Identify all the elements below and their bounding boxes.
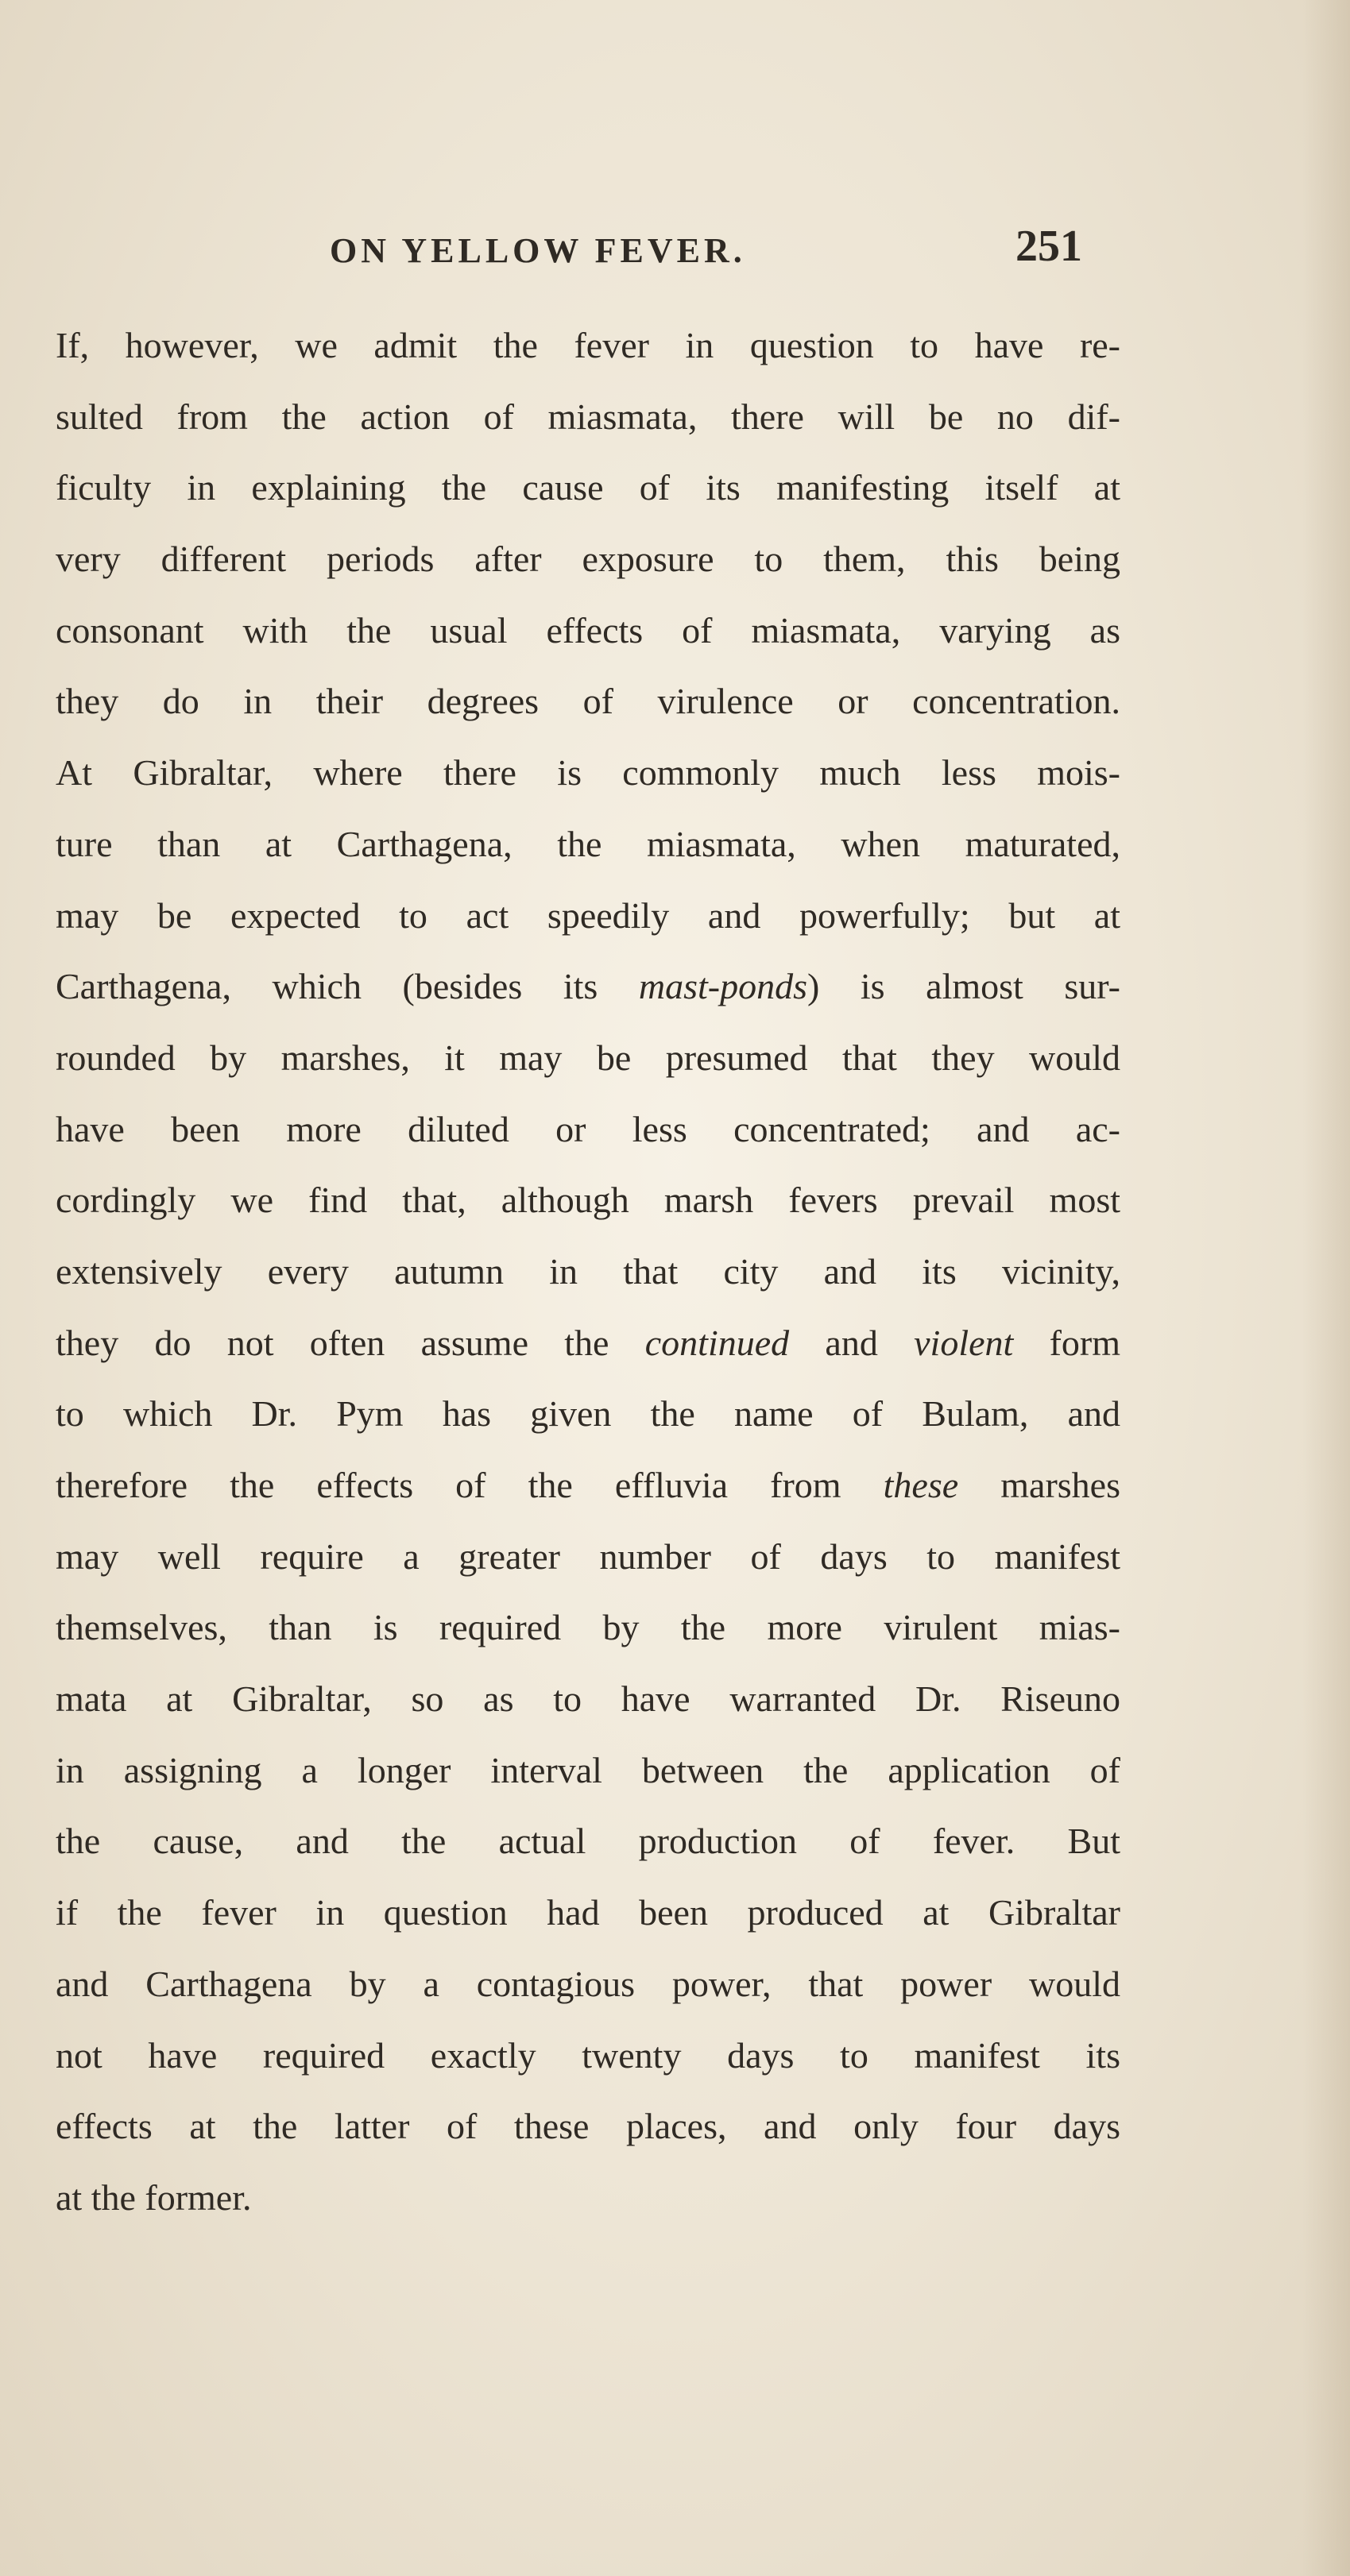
text-line xyxy=(56,678,1120,749)
running-title: ON YELLOW FEVER. xyxy=(330,231,746,270)
text-segment: and xyxy=(789,1322,915,1363)
text-segment: If, however, we admit the fever in question to have re- xyxy=(56,325,1120,365)
body-text xyxy=(56,322,1120,2246)
text-segment: ficulty in explaining the cause of its manifesting itself at xyxy=(56,467,1120,508)
text-segment: ) is almost sur- xyxy=(807,966,1121,1007)
text-segment: therefore the effects of the effluvia from xyxy=(56,1465,884,1505)
text-line xyxy=(56,963,1120,1034)
text-line xyxy=(56,1817,1120,1889)
text-segment: consonant with the usual effects of miasmata, varying as xyxy=(56,609,1120,651)
text-segment: not have required exactly twenty days to manifest its xyxy=(56,2034,1120,2076)
text-segment: very different periods after exposure to them, this being xyxy=(56,539,1120,580)
text-segment: to which Dr. Pym has given the name of Bulam, and xyxy=(56,1393,1120,1435)
text-line xyxy=(56,1604,1120,1675)
text-line xyxy=(56,1747,1120,1818)
text-segment: extensively every autumn in that city and its vicinity, xyxy=(56,1250,1120,1292)
text-line xyxy=(56,1533,1120,1605)
italic-text: mast-ponds xyxy=(638,966,807,1007)
text-line xyxy=(56,1390,1120,1462)
text-segment: form xyxy=(1013,1322,1121,1363)
text-line xyxy=(56,535,1120,607)
italic-text: these xyxy=(883,1465,959,1505)
text-segment: At Gibraltar, where there is commonly much less mois- xyxy=(56,752,1120,794)
text-segment: they do not often assume the xyxy=(56,1322,645,1363)
text-segment: may well require a greater number of days to manifest xyxy=(56,1535,1120,1577)
text-line xyxy=(56,2103,1120,2174)
text-line xyxy=(56,1319,1120,1391)
text-segment: effects at the latter of these places, and only four days xyxy=(56,2106,1120,2147)
text-line xyxy=(56,464,1120,535)
text-line xyxy=(56,749,1120,821)
text-line xyxy=(56,1889,1120,1960)
text-segment: have been more diluted or less concentrated; and ac- xyxy=(56,1108,1120,1149)
text-segment: they do in their degrees of virulence or concentration. xyxy=(56,681,1120,722)
text-segment: sulted from the action of miasmata, there will be no dif- xyxy=(56,396,1120,437)
text-line xyxy=(56,1176,1120,1248)
text-line xyxy=(56,2174,1120,2246)
text-segment: if the fever in question had been produced at Gibraltar xyxy=(56,1892,1120,1933)
text-line xyxy=(56,1960,1120,2032)
text-segment: may be expected to act speedily and powerfully; but at xyxy=(56,894,1120,936)
text-line xyxy=(56,892,1120,964)
text-segment: in assigning a longer interval between the application of xyxy=(56,1749,1120,1790)
text-segment: marshes xyxy=(958,1465,1120,1505)
page-edge-shadow xyxy=(1302,0,1350,2576)
text-segment: cordingly we find that, although marsh fevers prevail most xyxy=(56,1180,1120,1221)
text-segment: mata at Gibraltar, so as to have warranted Dr. Riseuno xyxy=(56,1678,1120,1720)
text-line xyxy=(56,607,1120,678)
text-line xyxy=(56,1248,1120,1319)
text-segment: Carthagena, which (besides its xyxy=(56,966,639,1007)
text-segment: ture than at Carthagena, the miasmata, when maturated, xyxy=(56,823,1120,864)
running-header xyxy=(56,221,1089,284)
text-line xyxy=(56,1462,1120,1533)
text-segment: at the former. xyxy=(56,2176,252,2218)
italic-text: continued xyxy=(644,1322,790,1363)
text-segment: the cause, and the actual production of fever. But xyxy=(56,1821,1120,1862)
page-number: 251 xyxy=(1015,222,1082,271)
text-line xyxy=(56,1675,1120,1747)
text-segment: themselves, than is required by the more virulent mias- xyxy=(56,1607,1120,1648)
text-line xyxy=(56,821,1120,892)
text-segment: and Carthagena by a contagious power, that power would xyxy=(56,1963,1120,2004)
text-line xyxy=(56,2032,1120,2103)
text-line xyxy=(56,1106,1120,1177)
text-segment: rounded by marshes, it may be presumed that they would xyxy=(56,1037,1120,1078)
italic-text: violent xyxy=(914,1322,1014,1363)
text-line xyxy=(56,393,1120,465)
text-line xyxy=(56,1034,1120,1106)
text-line xyxy=(56,322,1120,393)
